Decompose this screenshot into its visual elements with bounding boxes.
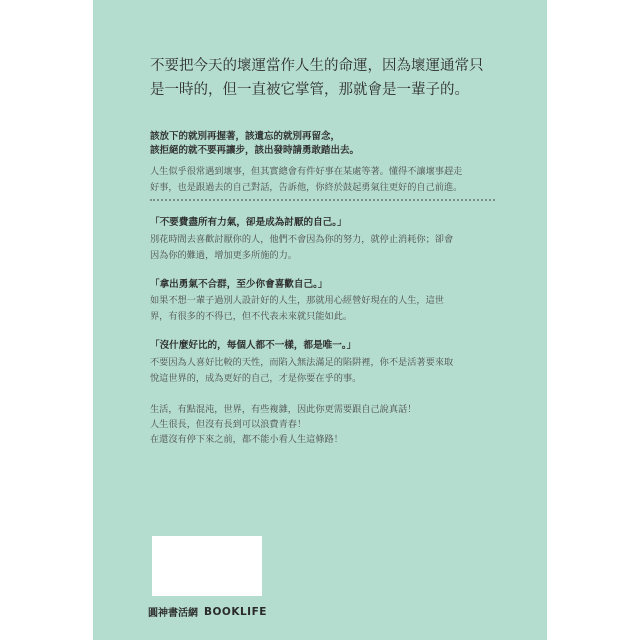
headline-line: 是一時的，但一直被它掌管，那就會是一輩子的。	[150, 82, 469, 98]
emphasis-lines	[150, 130, 500, 158]
barcode-area	[152, 536, 262, 596]
emphasis-line: 該放下的就別再握著，該遺忘的就別再留念，	[150, 131, 341, 142]
closing-line: 人生很長，但沒有長到可以浪費青春！	[150, 419, 307, 430]
closing-paragraph	[150, 402, 500, 447]
book-back-cover	[93, 0, 547, 640]
publisher-name: 圓神書活網	[148, 608, 198, 619]
headline-line: 不要把今天的壞運當作人生的命運，因為壞運通常只	[150, 58, 484, 74]
section-quote: 「不要費盡所有力氣，卻是成為討厭的自己。」	[150, 217, 347, 228]
intro-line: 人生似乎很常遇到壞事，但其實總會有件好事在某處等著。懂得不讓壞事趕走	[150, 166, 463, 177]
emphasis-line: 該拒絕的就不要再讓步，該出發時請勇敢踏出去。	[150, 145, 360, 156]
section-body-line: 因為你的難過，增加更多所施的力。	[150, 249, 297, 261]
section-body-line: 如果不想一輩子過別人設計好的人生，那就用心經營好現在的人生，這世	[150, 295, 444, 306]
intro-paragraph	[150, 164, 495, 195]
intro-line: 好事，也是跟過去的自己對話，告訴他，你終於鼓起勇氣往更好的自己前進。	[150, 181, 463, 193]
section-body	[150, 293, 500, 324]
section-body-line: 別花時間去喜歡討厭你的人，他們不會因為你的努力，就停止消耗你；卻會	[150, 234, 454, 245]
headline	[150, 54, 500, 102]
dotted-divider	[150, 199, 495, 201]
publisher-brand: BOOKLIFE	[204, 605, 267, 618]
publisher-logo	[148, 604, 267, 619]
closing-line: 生活，有點混沌，世界，有些複雜，因此你更需要跟自己說真話！	[150, 404, 417, 415]
section-body-line: 悅這世界的，成為更好的自己，才是你要在乎的事。	[150, 372, 362, 384]
section-quote: 「拿出勇氣不合群，至少你會喜歡自己。」	[150, 279, 328, 290]
section-body	[150, 355, 500, 386]
closing-line: 在還沒有停下來之前，都不能小看人生這條路！	[150, 434, 343, 445]
section-body-line: 不要因為人喜好比較的天性，而陷入無法滿足的陷阱裡，你不是活著要來取	[150, 357, 454, 368]
section-body-line: 界，有很多的不得已，但不代表未來就只能如此。	[150, 310, 353, 322]
section-body	[150, 232, 500, 263]
section-quote: 「沒什麼好比的，每個人都不一樣，都是唯一。」	[150, 340, 357, 351]
